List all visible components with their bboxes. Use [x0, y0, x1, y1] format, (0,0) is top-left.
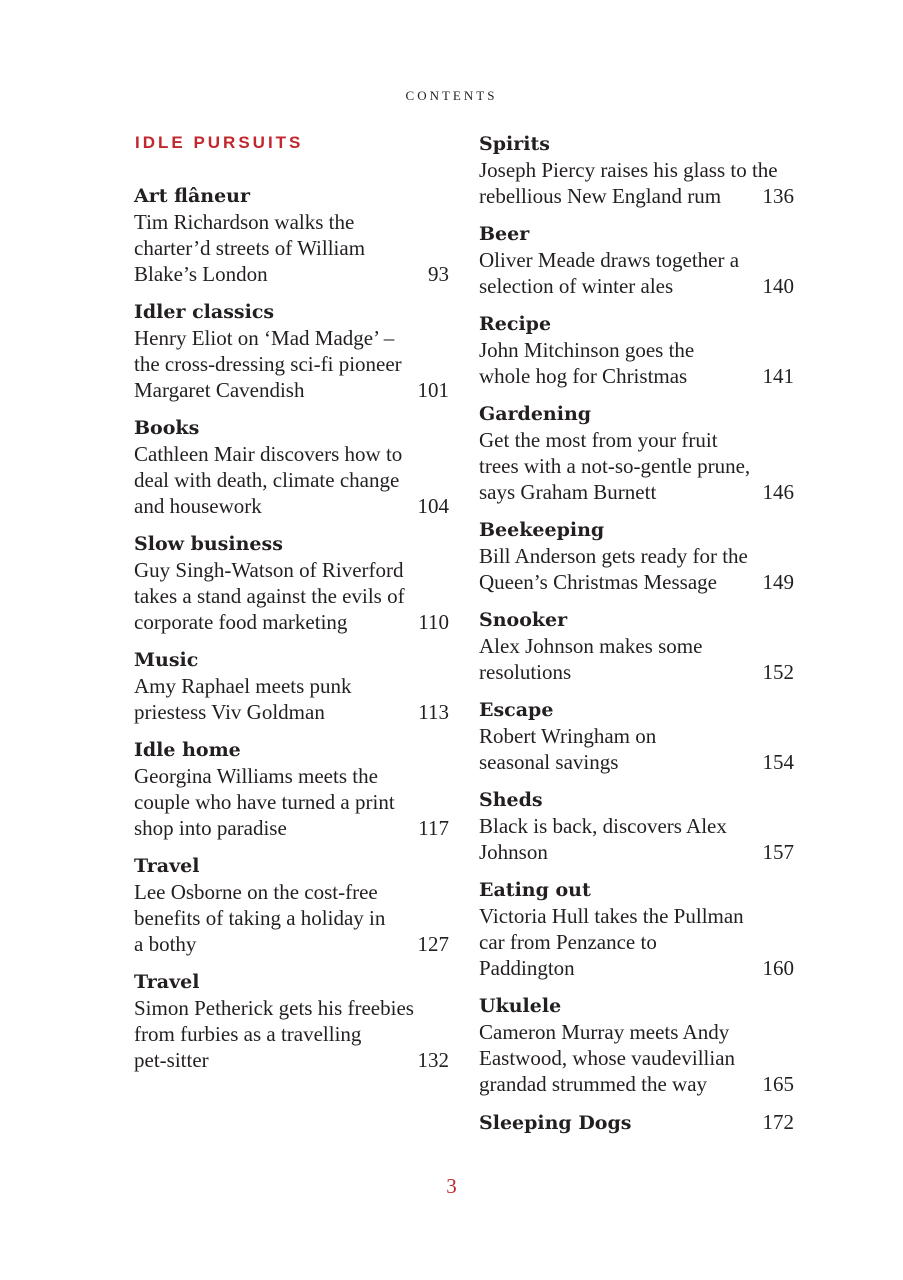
toc-entry-line: rebellious New England rum	[479, 184, 722, 208]
toc-entry-line: Queen’s Christmas Message	[479, 570, 717, 594]
section-title: IDLE PURSUITS	[135, 133, 304, 152]
toc-entry-heading: Spirits	[479, 133, 550, 155]
toc-entry-last-line	[479, 479, 794, 505]
toc-entry-line: whole hog for Christmas	[479, 364, 688, 388]
toc-entry-line: takes a stand against the evils of	[134, 584, 405, 608]
contents-column-right	[479, 131, 794, 1148]
toc-entry-line: charter’d streets of William	[134, 236, 366, 260]
toc-entry-page: 141	[762, 364, 794, 388]
toc-entry-description	[134, 673, 449, 725]
toc-entry-line: Amy Raphael meets punk	[134, 674, 352, 698]
toc-entry-heading: Beer	[479, 223, 530, 245]
toc-entry-heading: Books	[134, 417, 200, 439]
toc-entry-line: Tim Richardson walks the	[134, 210, 355, 234]
toc-entry-last-line	[479, 659, 794, 685]
toc-entry-description	[134, 557, 449, 635]
toc-entry[interactable]	[134, 183, 449, 287]
toc-entry-page: 93	[428, 262, 449, 286]
toc-entry-description	[479, 427, 794, 505]
toc-entry[interactable]	[479, 877, 794, 981]
toc-entry-heading: Eating out	[479, 879, 591, 901]
toc-entry-line: corporate food marketing	[134, 610, 348, 634]
toc-entry-line: Black is back, discovers Alex	[479, 814, 727, 838]
toc-entry-last-line	[134, 261, 449, 287]
toc-entry[interactable]	[134, 737, 449, 841]
toc-entry-line: couple who have turned a print	[134, 790, 395, 814]
toc-entry[interactable]	[479, 517, 794, 595]
toc-entry-line: trees with a not-so-gentle prune,	[479, 454, 751, 478]
toc-entry-last-line	[479, 839, 794, 865]
toc-entry-line: Simon Petherick gets his freebies	[134, 996, 414, 1020]
toc-entry-line: grandad strummed the way	[479, 1072, 708, 1096]
toc-entry[interactable]	[479, 221, 794, 299]
toc-entry-description	[134, 209, 449, 287]
toc-entry-line: Margaret Cavendish	[134, 378, 305, 402]
toc-entry-line: resolutions	[479, 660, 572, 684]
toc-entry-page: 172	[762, 1110, 794, 1134]
toc-entry-heading: Art flâneur	[134, 185, 250, 207]
toc-entry-last-line	[134, 377, 449, 403]
toc-entry-line: car from Penzance to	[479, 930, 657, 954]
toc-entry[interactable]	[479, 311, 794, 389]
toc-entry-page: 101	[417, 378, 449, 402]
contents-column-left	[134, 183, 449, 1085]
toc-entry-heading: Ukulele	[479, 995, 562, 1017]
toc-entry-last-line	[134, 931, 449, 957]
toc-entry-line: Oliver Meade draws together a	[479, 248, 740, 272]
toc-entry-last-line	[134, 815, 449, 841]
toc-entry-page: 104	[417, 494, 449, 518]
toc-entry-description	[479, 247, 794, 299]
toc-entry-description	[479, 1019, 794, 1097]
toc-entry-last-line	[479, 749, 794, 775]
toc-entry-last-line	[479, 363, 794, 389]
toc-entry[interactable]	[134, 415, 449, 519]
toc-entry-line: Alex Johnson makes some	[479, 634, 703, 658]
toc-entry-last-line	[479, 955, 794, 981]
toc-entry-description	[134, 995, 449, 1073]
toc-entry[interactable]	[479, 787, 794, 865]
toc-entry-last-line	[479, 183, 794, 209]
toc-entry-description	[134, 325, 449, 403]
toc-entry-last-line	[134, 609, 449, 635]
toc-entry-page: 132	[417, 1048, 449, 1072]
toc-entry-description	[479, 903, 794, 981]
toc-entry-line: Paddington	[479, 956, 575, 980]
toc-entry-line: Get the most from your fruit	[479, 428, 718, 452]
toc-entry[interactable]	[479, 1109, 794, 1136]
toc-entry[interactable]	[479, 131, 794, 209]
toc-entry-line: Cathleen Mair discovers how to	[134, 442, 403, 466]
toc-entry[interactable]	[479, 401, 794, 505]
toc-entry-description	[479, 813, 794, 865]
toc-entry-line: John Mitchinson goes the	[479, 338, 695, 362]
toc-entry-page: 117	[418, 816, 449, 840]
toc-entry-line: Georgina Williams meets the	[134, 764, 378, 788]
toc-entry-last-line	[479, 273, 794, 299]
toc-entry-heading: Gardening	[479, 403, 592, 425]
toc-entry-page: 165	[762, 1072, 794, 1096]
toc-entry-description	[134, 763, 449, 841]
toc-entry-heading: Sleeping Dogs	[479, 1112, 632, 1134]
toc-entry-line: Johnson	[479, 840, 548, 864]
toc-entry-line: Cameron Murray meets Andy	[479, 1020, 730, 1044]
toc-entry-description	[479, 337, 794, 389]
toc-entry-line: benefits of taking a holiday in	[134, 906, 386, 930]
toc-entry-line: the cross-dressing sci-fi pioneer	[134, 352, 402, 376]
toc-entry-description	[479, 723, 794, 775]
toc-entry-line: shop into paradise	[134, 816, 287, 840]
toc-entry-row	[479, 1109, 794, 1136]
toc-entry-line: Henry Eliot on ‘Mad Madge’ –	[134, 326, 395, 350]
toc-entry-heading: Slow business	[134, 533, 283, 555]
toc-entry-heading: Idle home	[134, 739, 241, 761]
toc-entry-heading: Sheds	[479, 789, 543, 811]
toc-entry-line: and housework	[134, 494, 262, 518]
toc-entry[interactable]	[134, 647, 449, 725]
toc-entry-description	[479, 633, 794, 685]
toc-entry-line: Robert Wringham on	[479, 724, 657, 748]
toc-entry-last-line	[134, 493, 449, 519]
running-head: CONTENTS	[405, 88, 498, 103]
toc-entry-heading: Snooker	[479, 609, 568, 631]
toc-entry[interactable]	[134, 299, 449, 403]
toc-entry-last-line	[134, 1047, 449, 1073]
page-number: 3	[446, 1174, 457, 1198]
toc-entry-last-line	[134, 699, 449, 725]
toc-entry-page: 110	[418, 610, 449, 634]
toc-entry-description	[134, 879, 449, 957]
toc-entry-heading: Recipe	[479, 313, 552, 335]
toc-entry-line: Blake’s London	[134, 262, 268, 286]
toc-entry-line: Lee Osborne on the cost-free	[134, 880, 378, 904]
toc-entry-line: deal with death, climate change	[134, 468, 400, 492]
toc-entry-last-line	[479, 569, 794, 595]
toc-entry-page: 154	[762, 750, 794, 774]
toc-entry-line: says Graham Burnett	[479, 480, 657, 504]
toc-entry-page: 146	[762, 480, 794, 504]
toc-entry-page: 127	[417, 932, 449, 956]
toc-entry[interactable]	[479, 607, 794, 685]
toc-entry[interactable]	[134, 853, 449, 957]
toc-entry-heading: Idler classics	[134, 301, 275, 323]
toc-entry-page: 113	[418, 700, 449, 724]
toc-entry[interactable]	[479, 697, 794, 775]
toc-entry-description	[479, 543, 794, 595]
toc-entry-description	[134, 441, 449, 519]
toc-entry-line: seasonal savings	[479, 750, 619, 774]
toc-entry-line: Bill Anderson gets ready for the	[479, 544, 748, 568]
toc-entry-heading: Travel	[134, 855, 200, 877]
toc-entry-line: Victoria Hull takes the Pullman	[479, 904, 744, 928]
toc-entry-description	[479, 157, 794, 209]
toc-entry-last-line	[479, 1071, 794, 1097]
toc-entry-line: a bothy	[134, 932, 197, 956]
toc-entry-line: selection of winter ales	[479, 274, 674, 298]
toc-entry-line: Eastwood, whose vaudevillian	[479, 1046, 736, 1070]
toc-entry-page: 149	[762, 570, 794, 594]
toc-entry-page: 140	[762, 274, 794, 298]
toc-entry[interactable]	[134, 531, 449, 635]
toc-entry-heading: Travel	[134, 971, 200, 993]
toc-entry-line: Joseph Piercy raises his glass to the	[479, 158, 778, 182]
toc-entry-line: Guy Singh-Watson of Riverford	[134, 558, 404, 582]
toc-entry-heading: Music	[134, 649, 199, 671]
toc-entry-line: priestess Viv Goldman	[134, 700, 325, 724]
toc-entry-page: 157	[762, 840, 794, 864]
toc-entry[interactable]	[479, 993, 794, 1097]
toc-entry[interactable]	[134, 969, 449, 1073]
toc-entry-page: 136	[762, 184, 794, 208]
toc-entry-page: 160	[762, 956, 794, 980]
toc-entry-page: 152	[762, 660, 794, 684]
toc-entry-line: from furbies as a travelling	[134, 1022, 362, 1046]
toc-entry-heading: Beekeeping	[479, 519, 605, 541]
toc-entry-line: pet-sitter	[134, 1048, 209, 1072]
toc-entry-heading: Escape	[479, 699, 554, 721]
